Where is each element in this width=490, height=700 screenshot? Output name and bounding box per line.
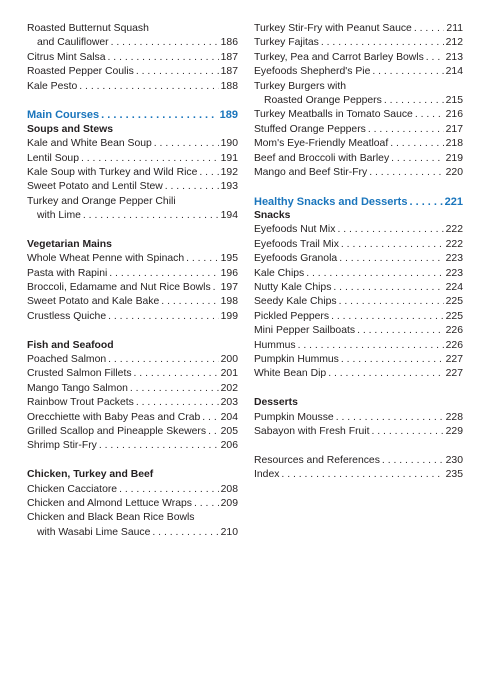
toc-page-number: 227 — [445, 353, 463, 365]
toc-entry[interactable] — [254, 411, 463, 425]
toc-entry-title: Eyefoods Trail Mix — [254, 238, 339, 250]
leader-dots — [331, 310, 444, 324]
toc-page-number: 225 — [445, 296, 463, 308]
toc-entry-title: Mini Pepper Sailboats — [254, 325, 356, 337]
leader-dots — [426, 51, 444, 65]
toc-entry-title: Roasted Pepper Coulis — [27, 66, 134, 78]
toc-entry-title: Stuffed Orange Peppers — [254, 123, 366, 135]
leader-dots — [382, 454, 444, 468]
leader-dots — [369, 166, 443, 180]
spacer — [27, 324, 238, 338]
toc-entry[interactable] — [254, 238, 463, 252]
leader-dots — [101, 108, 218, 122]
toc-entry-title: Chicken and Almond Lettuce Wraps — [27, 497, 192, 509]
toc-page-number: 223 — [445, 267, 463, 279]
leader-dots — [384, 94, 444, 108]
toc-page-number: 216 — [445, 109, 463, 121]
toc-entry-title: Kale Chips — [254, 267, 305, 279]
toc-page-number: 220 — [445, 166, 463, 178]
leader-dots — [306, 267, 443, 281]
toc-entry[interactable] — [27, 295, 238, 309]
toc-entry[interactable] — [27, 252, 238, 266]
toc-entry[interactable] — [27, 310, 238, 324]
leader-dots — [130, 382, 219, 396]
leader-dots — [415, 108, 444, 122]
leader-dots — [341, 238, 444, 252]
toc-page-number: 195 — [220, 253, 238, 265]
spacer — [254, 382, 463, 396]
leader-dots — [111, 36, 219, 50]
toc-entry-title: Turkey, Pea and Carrot Barley Bowls — [254, 51, 424, 63]
leader-dots — [414, 22, 445, 36]
toc-entry-title: Kale and White Bean Soup — [27, 138, 152, 150]
section-title: Healthy Snacks and Desserts — [254, 195, 408, 208]
toc-entry[interactable] — [27, 267, 238, 281]
toc-page-number: 228 — [445, 411, 463, 423]
leader-dots — [281, 468, 443, 482]
leader-dots — [333, 281, 443, 295]
toc-entry[interactable] — [27, 180, 238, 194]
leader-dots — [119, 483, 219, 497]
leader-dots — [108, 353, 219, 367]
toc-page-number: 218 — [445, 138, 463, 150]
leader-dots — [337, 223, 443, 237]
leader-dots — [341, 353, 444, 367]
leader-dots — [136, 65, 219, 79]
toc-page-number: 198 — [220, 296, 238, 308]
toc-page-number: 230 — [445, 454, 463, 466]
toc-entry[interactable] — [254, 51, 463, 65]
toc-entry-title: Rainbow Trout Packets — [27, 397, 134, 409]
toc-entry[interactable] — [27, 36, 238, 50]
toc-entry-title: Poached Salmon — [27, 353, 107, 365]
toc-entry[interactable] — [27, 411, 238, 425]
toc-section-healthy-snacks[interactable] — [254, 195, 463, 209]
toc-page-number: 222 — [445, 238, 463, 250]
toc-page-number: 187 — [220, 66, 238, 78]
toc-page-number: 187 — [220, 51, 238, 63]
toc-entry-title: Pickled Peppers — [254, 310, 330, 322]
subsection-heading-desserts: Desserts — [254, 397, 298, 409]
leader-dots — [186, 252, 219, 266]
leader-dots — [339, 252, 443, 266]
toc-entry-title: Pumpkin Hummus — [254, 353, 339, 365]
toc-page-number: 224 — [445, 282, 463, 294]
toc-entry-title: Orecchiette with Baby Peas and Crab — [27, 411, 201, 423]
toc-entry[interactable] — [254, 425, 463, 439]
toc-entry[interactable] — [254, 22, 463, 36]
toc-section-main-courses[interactable] — [27, 108, 238, 122]
toc-entry-title: Eyefoods Shepherd's Pie — [254, 66, 371, 78]
toc-page-number: 235 — [445, 469, 463, 481]
toc-entry-first-line: Chicken and Black Bean Rice Bowls — [27, 512, 195, 524]
toc-entry[interactable] — [27, 497, 238, 511]
toc-entry-title: Mango Tango Salmon — [27, 382, 128, 394]
leader-dots — [108, 310, 219, 324]
toc-entry[interactable] — [27, 396, 238, 410]
toc-entry[interactable] — [254, 468, 463, 482]
toc-entry-title: Turkey Fajitas — [254, 37, 319, 49]
leader-dots — [108, 51, 219, 65]
toc-entry-title: with Lime — [37, 210, 81, 222]
toc-entry[interactable] — [254, 310, 463, 324]
toc-entry-title: Turkey Stir-Fry with Peanut Sauce — [254, 23, 412, 34]
leader-dots — [336, 411, 444, 425]
leader-dots — [134, 367, 219, 381]
toc-entry[interactable] — [27, 80, 238, 94]
leader-dots — [79, 80, 218, 94]
toc-entry-title: Resources and References — [254, 454, 380, 466]
toc-entry[interactable] — [27, 166, 238, 180]
toc-entry-title: Eyefoods Nut Mix — [254, 224, 336, 236]
subsection-heading-soups: Soups and Stews — [27, 123, 114, 135]
toc-entry-title: with Wasabi Lime Sauce — [37, 526, 151, 538]
toc-entry-title: Whole Wheat Penne with Spinach — [27, 253, 185, 265]
toc-page-number: 190 — [220, 138, 238, 150]
spacer — [254, 439, 463, 453]
leader-dots — [194, 497, 219, 511]
toc-page-number: 201 — [220, 368, 238, 380]
subsection-heading-fish: Fish and Seafood — [27, 339, 114, 351]
toc-right-column — [254, 22, 463, 483]
toc-entry[interactable] — [254, 353, 463, 367]
leader-dots — [208, 425, 219, 439]
toc-page-number: 214 — [445, 66, 463, 78]
toc-page-number: 196 — [220, 267, 238, 279]
leader-dots — [298, 339, 444, 353]
toc-page-number: 222 — [445, 224, 463, 236]
toc-entry[interactable] — [27, 353, 238, 367]
toc-page-number: 215 — [445, 94, 463, 106]
leader-dots — [202, 411, 218, 425]
toc-entry[interactable] — [27, 209, 238, 223]
toc-page-number: 219 — [445, 152, 463, 164]
leader-dots — [99, 439, 219, 453]
toc-page-number: 229 — [445, 425, 463, 437]
leader-dots — [328, 367, 443, 381]
leader-dots — [81, 152, 219, 166]
toc-entry[interactable] — [27, 281, 238, 295]
toc-entry-title: Eyefoods Granola — [254, 253, 338, 265]
toc-entry[interactable] — [27, 439, 238, 453]
toc-page-number: 186 — [220, 37, 238, 49]
toc-page-number: 226 — [445, 325, 463, 337]
spacer — [254, 180, 463, 194]
toc-page-number: 225 — [445, 310, 463, 322]
toc-entry[interactable] — [254, 367, 463, 381]
leader-dots — [165, 180, 219, 194]
toc-page-number: 221 — [444, 195, 463, 208]
leader-dots — [199, 166, 218, 180]
leader-dots — [372, 65, 443, 79]
toc-entry-title: White Bean Dip — [254, 368, 327, 380]
spacer — [27, 454, 238, 468]
toc-entry-title: Roasted Orange Peppers — [264, 94, 382, 106]
toc-entry-title: Kale Pesto — [27, 80, 78, 92]
toc-page-number: 194 — [220, 210, 238, 222]
toc-entry-title: Sweet Potato and Kale Bake — [27, 296, 160, 308]
toc-entry-title: Shrimp Stir-Fry — [27, 440, 97, 452]
toc-page-number: 204 — [220, 411, 238, 423]
toc-entry[interactable] — [27, 367, 238, 381]
toc-entry-title: Mom's Eye-Friendly Meatloaf — [254, 138, 389, 150]
toc-page-number: 200 — [220, 353, 238, 365]
toc-entry-title: Lentil Soup — [27, 152, 79, 164]
toc-page-number: 205 — [220, 425, 238, 437]
toc-entry[interactable] — [254, 94, 463, 108]
toc-entry-title: Broccoli, Edamame and Nut Rice Bowls — [27, 282, 211, 294]
toc-entry-title: Crusted Salmon Fillets — [27, 368, 132, 380]
toc-page-number: 209 — [220, 497, 238, 509]
toc-entry-title: Hummus — [254, 339, 296, 351]
toc-entry-title: Nutty Kale Chips — [254, 282, 332, 294]
toc-entry[interactable] — [254, 65, 463, 79]
toc-entry[interactable] — [254, 166, 463, 180]
toc-entry-title: Grilled Scallop and Pineapple Skewers — [27, 425, 207, 437]
toc-entry-title: Pasta with Rapini — [27, 267, 108, 279]
toc-entry-title: Kale Soup with Turkey and Wild Rice — [27, 166, 198, 178]
toc-entry[interactable] — [27, 137, 238, 151]
toc-entry[interactable] — [254, 324, 463, 338]
spacer — [27, 223, 238, 237]
toc-entry-first-line: Turkey Burgers with — [254, 80, 347, 92]
leader-dots — [390, 137, 443, 151]
toc-entry-title: Turkey Meatballs in Tomato Sauce — [254, 109, 413, 121]
toc-page-number: 208 — [220, 483, 238, 495]
leader-dots — [152, 526, 218, 540]
toc-entry[interactable] — [27, 483, 238, 497]
toc-entry[interactable] — [27, 425, 238, 439]
toc-page-number: 206 — [220, 440, 238, 452]
toc-entry[interactable] — [27, 382, 238, 396]
section-title: Main Courses — [27, 109, 100, 122]
toc-page-number: 217 — [445, 123, 463, 135]
toc-page-number: 210 — [220, 526, 238, 538]
toc-entry[interactable] — [27, 526, 238, 540]
leader-dots — [321, 36, 444, 50]
toc-entry-title: Chicken Cacciatore — [27, 483, 118, 495]
leader-dots — [154, 137, 219, 151]
leader-dots — [109, 267, 218, 281]
leader-dots — [136, 396, 219, 410]
leader-dots — [213, 281, 219, 295]
toc-page-number: 203 — [220, 397, 238, 409]
subsection-heading-vegetarian: Vegetarian Mains — [27, 238, 112, 250]
toc-entry[interactable] — [27, 51, 238, 65]
toc-page-number: 191 — [220, 152, 238, 164]
toc-entry[interactable] — [254, 123, 463, 137]
toc-entry[interactable] — [254, 339, 463, 353]
spacer — [27, 94, 238, 108]
toc-entry-title: Pumpkin Mousse — [254, 411, 334, 423]
toc-entry-title: Mango and Beef Stir-Fry — [254, 166, 368, 178]
toc-entry-first-line: Roasted Butternut Squash — [27, 23, 149, 34]
toc-entry-title: Index — [254, 469, 280, 481]
toc-page-number: 211 — [446, 23, 463, 34]
toc-entry[interactable] — [254, 267, 463, 281]
toc-entry-title: Beef and Broccoli with Barley — [254, 152, 390, 164]
toc-page-number: 202 — [220, 382, 238, 394]
toc-entry[interactable] — [27, 65, 238, 79]
toc-entry[interactable] — [254, 281, 463, 295]
leader-dots — [391, 152, 444, 166]
toc-page-number: 197 — [220, 282, 238, 294]
toc-entry[interactable] — [254, 252, 463, 266]
toc-entry[interactable] — [254, 295, 463, 309]
toc-entry-title: Seedy Kale Chips — [254, 296, 337, 308]
toc-entry[interactable] — [254, 36, 463, 50]
subsection-heading-snacks: Snacks — [254, 210, 291, 222]
toc-entry[interactable] — [254, 108, 463, 122]
leader-dots — [83, 209, 219, 223]
toc-entry-title: Crustless Quiche — [27, 310, 107, 322]
toc-page-number: 192 — [220, 166, 238, 178]
toc-page-number: 189 — [219, 109, 238, 122]
toc-entry[interactable] — [27, 152, 238, 166]
toc-entry[interactable] — [254, 454, 463, 468]
toc-entry[interactable] — [254, 152, 463, 166]
toc-entry[interactable] — [254, 137, 463, 151]
toc-entry-title: Sabayon with Fresh Fruit — [254, 425, 370, 437]
toc-entry-title: and Cauliflower — [37, 37, 109, 49]
toc-page-number: 226 — [445, 339, 463, 351]
toc-entry-first-line: Turkey and Orange Pepper Chili — [27, 195, 176, 207]
toc-left-column — [27, 22, 238, 540]
leader-dots — [368, 123, 444, 137]
leader-dots — [409, 195, 442, 209]
subsection-heading-chicken: Chicken, Turkey and Beef — [27, 469, 154, 481]
leader-dots — [339, 295, 444, 309]
toc-page-number: 213 — [445, 51, 463, 63]
toc-entry-title: Sweet Potato and Lentil Stew — [27, 181, 163, 193]
toc-page-number: 223 — [445, 253, 463, 265]
toc-entry-title: Citrus Mint Salsa — [27, 51, 106, 63]
leader-dots — [357, 324, 444, 338]
toc-page-number: 212 — [445, 37, 463, 49]
toc-page-number: 193 — [220, 181, 238, 193]
toc-entry[interactable] — [254, 223, 463, 237]
toc-page-number: 188 — [220, 80, 238, 92]
toc-page-number: 199 — [220, 310, 238, 322]
leader-dots — [372, 425, 444, 439]
leader-dots — [161, 295, 218, 309]
toc-page-number: 227 — [445, 368, 463, 380]
